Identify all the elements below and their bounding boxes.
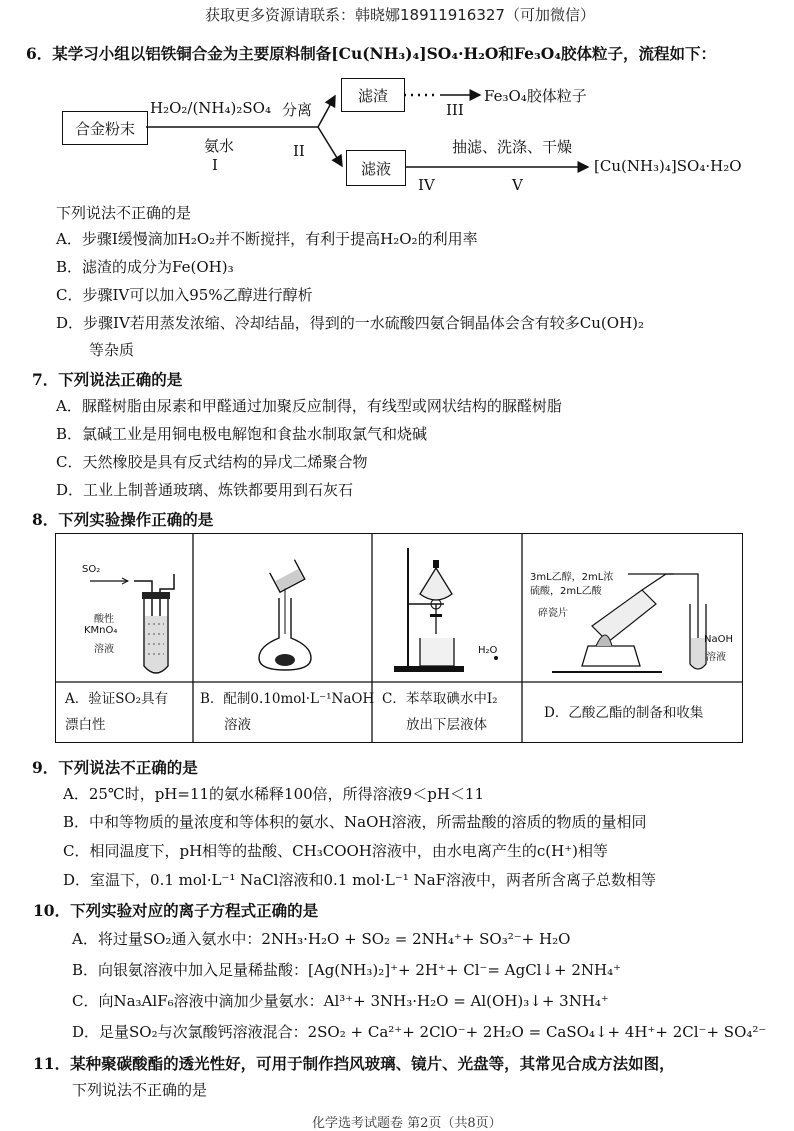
- fig-d-chips-label: 碎瓷片: [538, 608, 568, 619]
- q7-option-c: C．天然橡胶是具有反式结构的异戊二烯聚合物: [56, 453, 368, 471]
- q7-option-d: D．工业上制普通玻璃、炼铁都要用到石灰石: [56, 481, 354, 499]
- fig-d-reagent-line2: 硫酸，2mL乙酸: [530, 586, 602, 597]
- flow-separate: 分离: [282, 101, 313, 119]
- q6-option-d: D．步骤IV若用蒸发浓缩、冷却结晶，得到的一水硫酸四氨合铜晶体会含有较多Cu(OH)₂: [56, 314, 645, 332]
- flow-ops: 抽滤、洗涤、干燥: [452, 138, 573, 156]
- caption-b-line2: 溶液: [224, 717, 251, 733]
- q7-option-a: A．脲醛树脂由尿素和甲醛通过加聚反应制得，有线型或网状结构的脲醛树脂: [56, 397, 562, 415]
- q8-figure-table: [55, 533, 743, 743]
- q10-option-d: D．足量SO₂与次氯酸钙溶液混合：2SO₂ + Ca²⁺+ 2ClO⁻+ 2H₂O = CaSO₄↓+ 4H⁺+ 2Cl⁻+ SO₄²⁻: [72, 1023, 767, 1041]
- caption-c-line1: C．苯萃取碘水中I₂: [382, 691, 498, 707]
- fig-c-apparatus: [372, 534, 522, 682]
- q9-option-d: D．室温下，0.1 mol·L⁻¹ NaCl溶液和0.1 mol·L⁻¹ NaF溶液中，两者所含离子总数相等: [63, 871, 657, 889]
- flow-reagent-top: H₂O₂/(NH₄)₂SO₄: [150, 99, 271, 117]
- q9-option-a: A．25℃时，pH=11的氨水稀释100倍，所得溶液9＜pH＜11: [63, 785, 484, 803]
- fig-c-water-label: H₂O: [478, 645, 498, 656]
- caption-b-line1: B．配制0.10mol·L⁻¹NaOH: [200, 691, 375, 707]
- flow-reagent-bottom: 氨水: [204, 137, 235, 155]
- q7-option-b: B．氯碱工业是用铜电极电解饱和食盐水制取氯气和烧碱: [56, 425, 428, 443]
- fig-a-apparatus: [56, 534, 193, 682]
- q11-stem: 11．某种聚碳酸酯的透光性好，可用于制作挡风玻璃、镜片、光盘等，其常见合成方法如图，: [33, 1054, 675, 1073]
- fig-b-apparatus: [193, 534, 372, 682]
- q10-option-b: B．向银氨溶液中加入足量稀盐酸：[Ag(NH₃)₂]⁺+ 2H⁺+ Cl⁻= AgCl↓+ 2NH₄⁺: [72, 961, 622, 979]
- q9-option-c: C．相同温度下，pH相等的盐酸、CH₃COOH溶液中，由水电离产生的c(H⁺)相等: [63, 842, 608, 860]
- caption-a-line1: A．验证SO₂具有: [65, 691, 168, 707]
- flow-step-4: IV: [418, 176, 435, 194]
- flow-filtrate-box: 滤液: [346, 150, 406, 186]
- q6-prompt: 下列说法不正确的是: [56, 204, 192, 222]
- caption-a-line2: 漂白性: [65, 717, 106, 733]
- fig-a-reagent-line2: KMnO₄: [84, 625, 118, 636]
- q10-option-a: A．将过量SO₂通入氨水中：2NH₃·H₂O + SO₂ = 2NH₄⁺+ SO₃²⁻+ H₂O: [72, 930, 571, 948]
- q10-stem: 10．下列实验对应的离子方程式正确的是: [33, 901, 319, 920]
- fig-a-reagent-line3: 溶液: [94, 644, 114, 655]
- q6-option-a: A．步骤I缓慢滴加H₂O₂并不断搅拌，有利于提高H₂O₂的利用率: [56, 230, 478, 248]
- flow-start-box: 合金粉末: [62, 111, 148, 145]
- q6-option-d-cont: 等杂质: [89, 341, 135, 359]
- fig-a-reagent-line1: 酸性: [94, 614, 114, 625]
- q7-stem: 7．下列说法正确的是: [32, 370, 183, 389]
- fig-d-naoh-line2: 溶液: [706, 652, 726, 663]
- q6-stem: 6．某学习小组以铝铁铜合金为主要原料制备[Cu(NH₃)₄]SO₄·H₂O和Fe₃O₄胶体粒子，流程如下：: [26, 44, 717, 63]
- q10-option-c: C．向Na₃AlF₆溶液中滴加少量氨水：Al³⁺+ 3NH₃·H₂O = Al(OH)₃↓+ 3NH₄⁺: [72, 992, 609, 1010]
- fig-a-gas-label: SO₂: [82, 564, 101, 575]
- page-footer: 化学选考试题卷 第2页（共8页）: [312, 1116, 502, 1131]
- fig-d-naoh-line1: NaOH: [704, 634, 733, 645]
- q8-stem: 8．下列实验操作正确的是: [32, 510, 214, 529]
- caption-c-line2: 放出下层液体: [406, 717, 487, 733]
- flow-residue-box: 滤渣: [341, 78, 405, 112]
- flow-step-2: II: [293, 142, 305, 160]
- q9-option-b: B．中和等物质的量浓度和等体积的氨水、NaOH溶液，所需盐酸的溶质的物质的量相同: [63, 813, 647, 831]
- caption-d: D．乙酸乙酯的制备和收集: [544, 705, 704, 721]
- q9-stem: 9．下列说法不正确的是: [32, 758, 198, 777]
- flow-product-1: Fe₃O₄胶体粒子: [484, 87, 587, 105]
- q11-stem-line2: 下列说法不正确的是: [72, 1081, 208, 1099]
- flow-step-5: V: [512, 176, 523, 194]
- fig-d-reagent-line1: 3mL乙醇，2mL浓: [530, 572, 614, 583]
- flow-product-2: [Cu(NH₃)₄]SO₄·H₂O: [594, 157, 742, 175]
- q6-option-c: C．步骤IV可以加入95%乙醇进行醇析: [56, 286, 313, 304]
- q6-option-b: B．滤渣的成分为Fe(OH)₃: [56, 258, 234, 276]
- page-header: 获取更多资源请联系：韩晓娜18911916327（可加微信）: [205, 6, 595, 24]
- flow-step-3: III: [446, 101, 464, 119]
- flow-step-1: I: [212, 156, 218, 174]
